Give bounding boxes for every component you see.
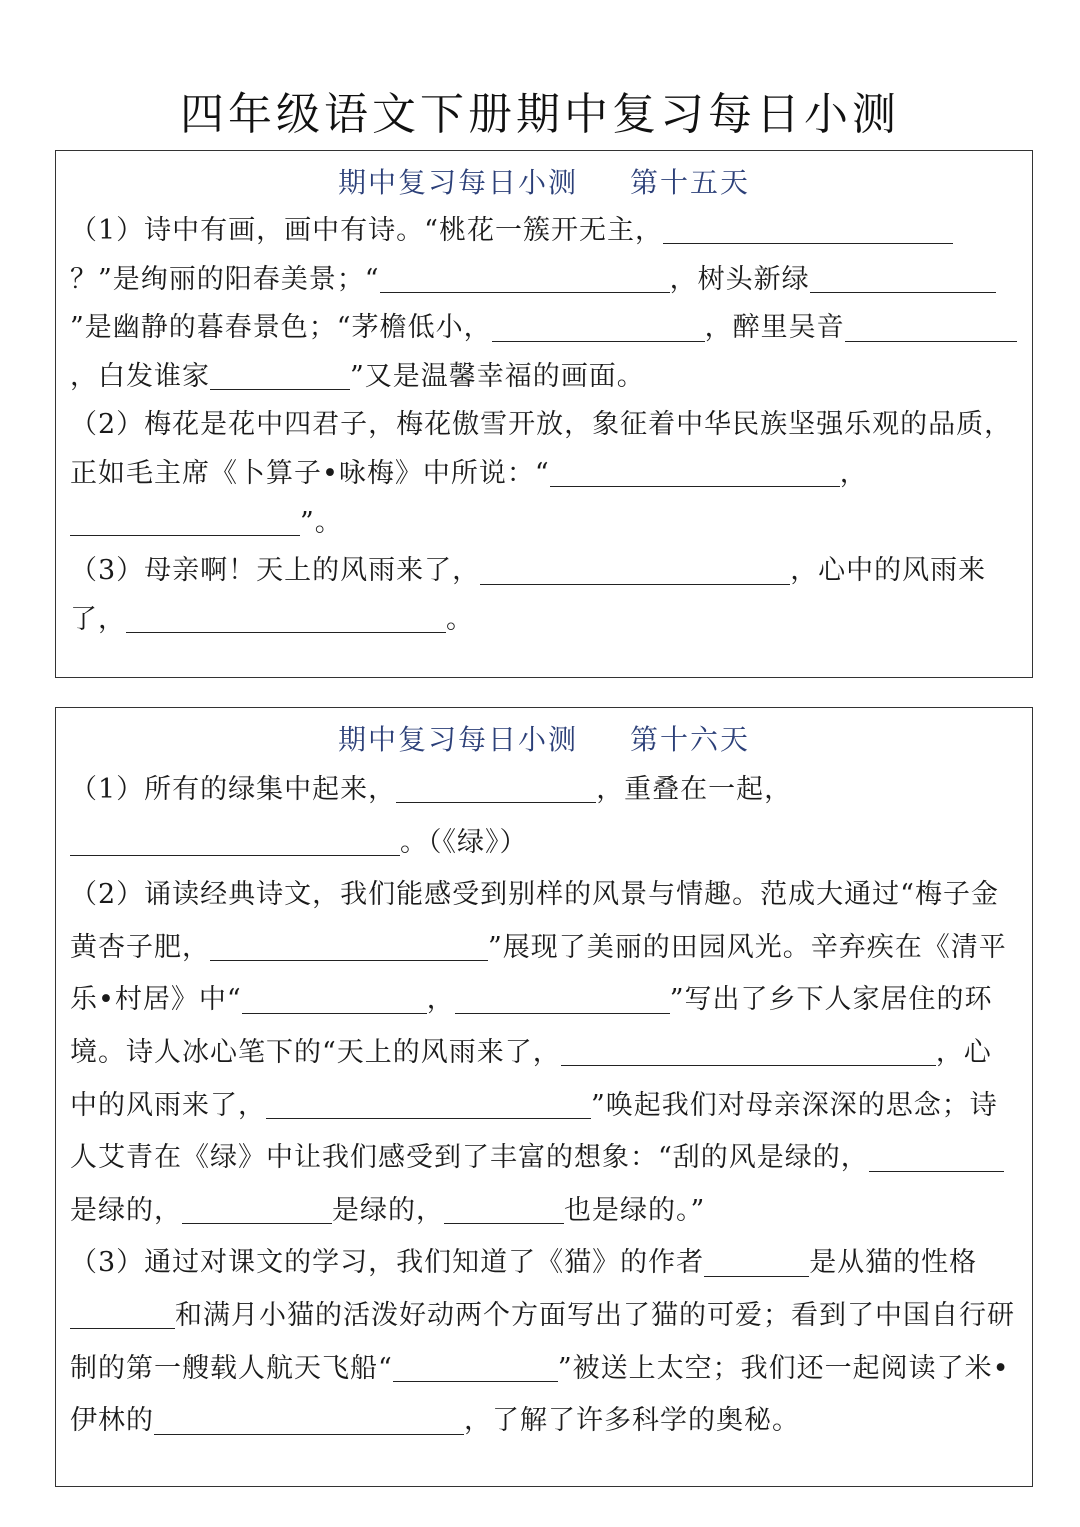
page-title: 四年级语文下册期中复习每日小测 (180, 89, 900, 140)
card-title-text: 期中复习每日小测 (337, 166, 578, 199)
question-text: （1）所有的绿集中起来， (70, 774, 397, 805)
answer-blank[interactable] (869, 1141, 1004, 1172)
card-title (70, 159, 1018, 207)
question-text: ？”是绚丽的阳春美景；“ (70, 263, 380, 295)
question-text: 。 (446, 603, 474, 635)
answer-blank[interactable] (70, 825, 400, 856)
question-text: ， (839, 457, 868, 489)
question-text: （1）诗中有画，画中有诗。“桃花一簇开无主， (70, 215, 663, 246)
answer-blank[interactable] (70, 1299, 175, 1330)
question-3 (70, 1237, 1018, 1447)
question-text: 是绿的， (70, 1194, 182, 1226)
question-text: ”展现了美丽的田园风光。辛弃疾在《清平乐•村居》中“ (70, 931, 1007, 1016)
question-text: 也是绿的。” (564, 1194, 706, 1226)
answer-blank[interactable] (242, 983, 427, 1014)
question-text: （2）梅花是花中四君子，梅花傲雪开放，象征着中华民族坚强乐观的品质，正如毛主席《卜算子•咏梅》中所说：“ (70, 409, 1013, 489)
answer-blank[interactable] (182, 1193, 332, 1224)
question-text: ，重叠在一起， (596, 774, 793, 805)
question-text: ”是幽静的暮春景色；“茅檐低小， (70, 312, 492, 344)
answer-blank[interactable] (455, 983, 670, 1014)
card-title (70, 716, 1018, 764)
question-text: 是从猫的性格 (809, 1247, 978, 1279)
answer-blank[interactable] (210, 930, 488, 961)
answer-blank[interactable] (550, 457, 840, 488)
question-text: ， (426, 984, 455, 1016)
question-text: 是绿的， (332, 1194, 444, 1226)
quiz-card-day16 (55, 707, 1033, 1487)
answer-blank[interactable] (444, 1193, 564, 1224)
answer-blank[interactable] (396, 773, 596, 804)
question-text: ，白发谁家 (70, 360, 210, 392)
card-title-text: 期中复习每日小测 (337, 723, 578, 756)
answer-blank[interactable] (663, 214, 953, 245)
answer-blank[interactable] (126, 602, 446, 633)
answer-blank[interactable] (810, 262, 996, 293)
question-text: （3）通过对课文的学习，我们知道了《猫》的作者 (70, 1247, 705, 1279)
answer-blank[interactable] (492, 311, 705, 342)
answer-blank[interactable] (380, 262, 670, 293)
question-text: ，树头新绿 (669, 263, 810, 295)
question-text: ，了解了许多科学的奥秘。 (464, 1405, 800, 1437)
question-text: 。（《绿》） (400, 826, 528, 858)
answer-blank[interactable] (704, 1246, 809, 1277)
question-2 (70, 869, 1018, 1237)
question-text: ，醉里吴音 (704, 312, 845, 344)
answer-blank[interactable] (393, 1351, 558, 1382)
answer-blank[interactable] (210, 359, 350, 390)
question-text: （2）诵读经典诗文，我们能感受到别样的风景与情趣。范成大通过“梅子金黄杏子肥， (70, 879, 999, 963)
question-text: ，心中的风雨来了， (70, 555, 987, 635)
question-text: （3）母亲啊！天上的风雨来了， (70, 555, 481, 587)
question-text: ”。 (300, 506, 343, 538)
question-1 (70, 207, 1018, 401)
question-text: ，心中的风雨来了， (70, 1036, 992, 1121)
question-1 (70, 764, 1018, 869)
question-text: 和满月小猫的活泼好动两个方面写出了猫的可爱；看到了中国自行研制的第一艘载人航天飞船“ (70, 1299, 1015, 1384)
card-day-label: 第十五天 (630, 166, 751, 199)
question-3 (70, 547, 1018, 644)
answer-blank[interactable] (480, 554, 790, 585)
answer-blank[interactable] (561, 1036, 936, 1067)
quiz-card-day15 (55, 150, 1033, 678)
card-day-label: 第十六天 (630, 723, 751, 756)
answer-blank[interactable] (70, 505, 300, 536)
question-2 (70, 401, 1018, 547)
answer-blank[interactable] (154, 1404, 464, 1435)
question-text: ”写出了乡下人家居住的环境。诗人冰心笔下的“天上的风雨来了， (70, 984, 993, 1068)
question-text: ”被送上太空；我们还一起阅读了米•伊林的 (70, 1352, 1010, 1437)
answer-blank[interactable] (266, 1088, 591, 1119)
question-text: ”又是温馨幸福的画面。 (350, 360, 645, 392)
answer-blank[interactable] (845, 311, 1017, 342)
question-text: ”唤起我们对母亲深深的思念；诗人艾青在《绿》中让我们感受到了丰富的想象：“刮的风是绿的， (70, 1089, 998, 1174)
